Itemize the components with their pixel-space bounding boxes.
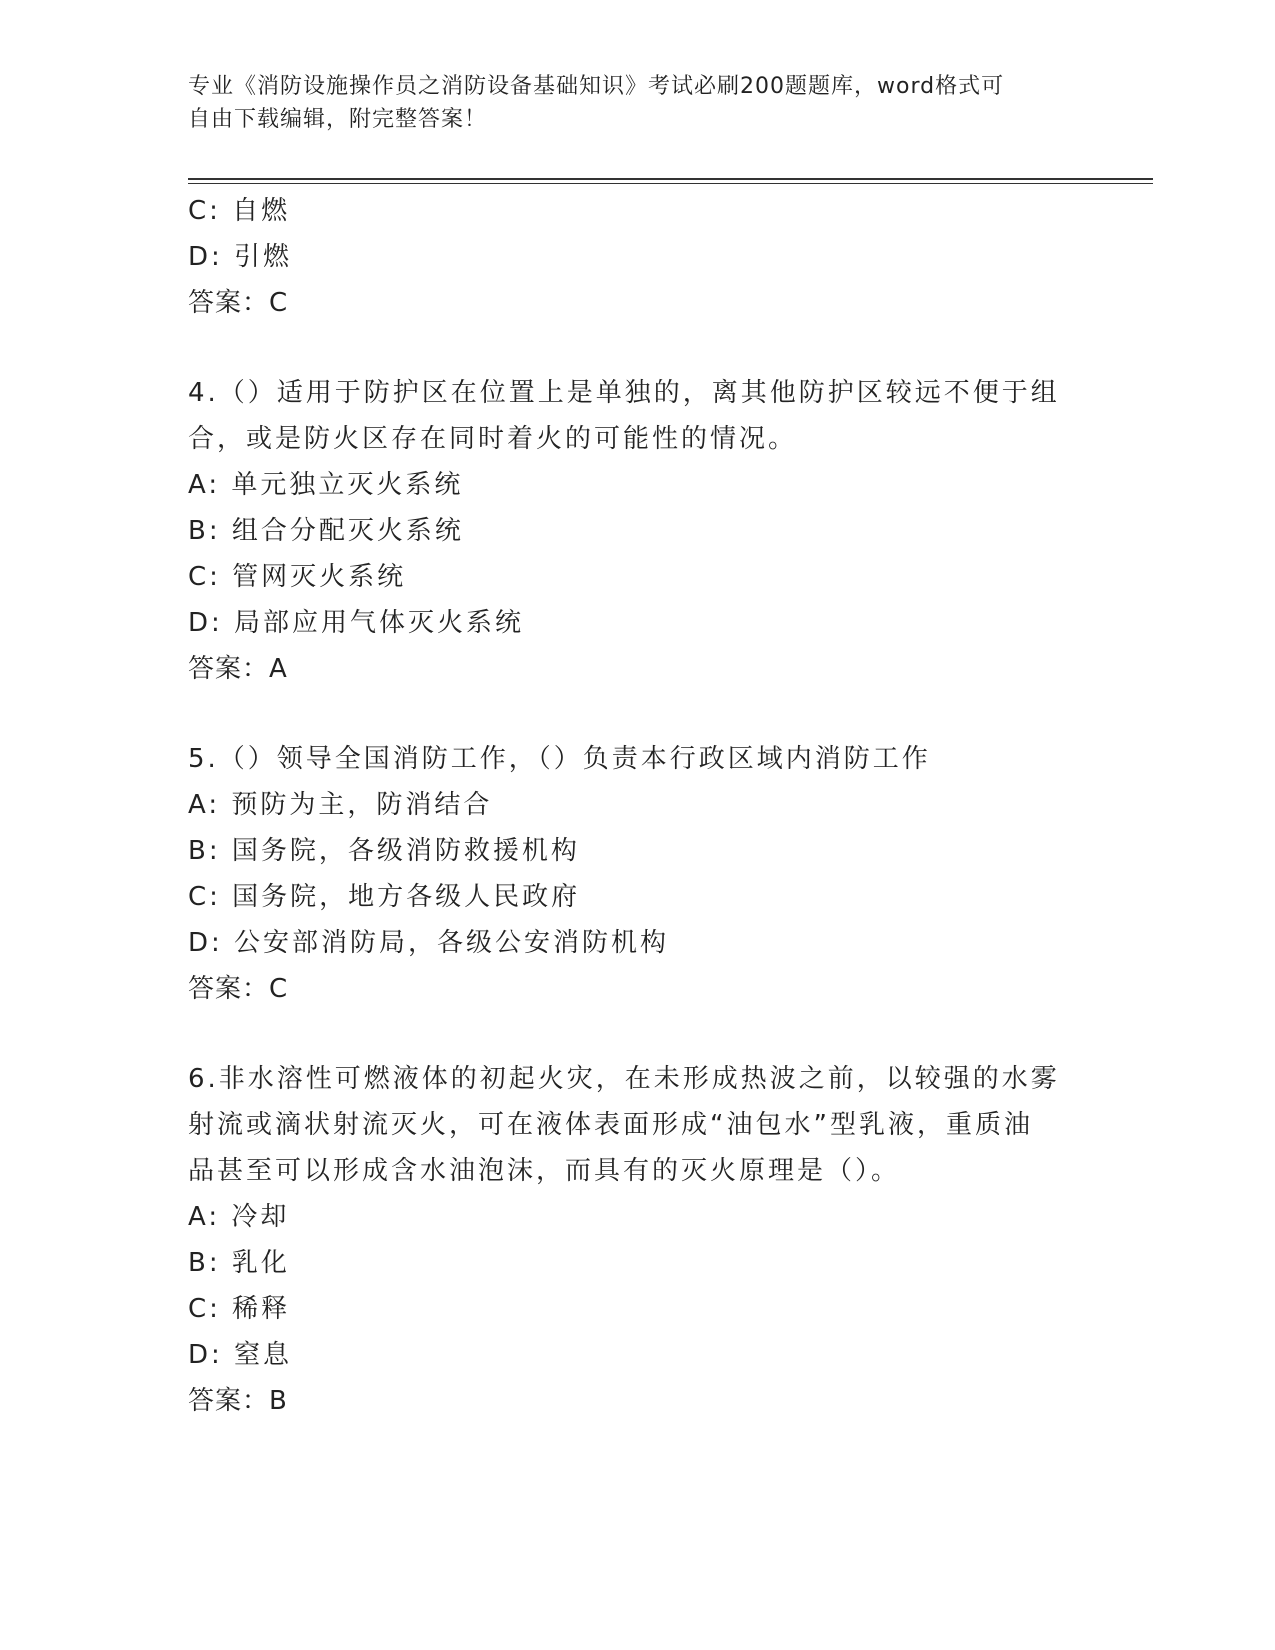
option-c: C: 管网灭火系统 [188, 562, 407, 592]
option-d: D: 引燃 [188, 242, 293, 272]
question-6 [188, 1056, 1088, 1424]
spacer [188, 326, 1088, 370]
option-c: C: 自燃 [188, 196, 291, 226]
option-a: A: 冷却 [188, 1202, 290, 1232]
question-stem: 品甚至可以形成含水油泡沫，而具有的灭火原理是（）。 [188, 1156, 901, 1186]
option-c: C: 稀释 [188, 1294, 291, 1324]
header-divider-thick [188, 178, 1153, 180]
spacer [188, 692, 1088, 736]
option-d: D: 公安部消防局，各级公安消防机构 [188, 928, 670, 958]
spacer [188, 1012, 1088, 1056]
question-stem: 4.（）适用于防护区在位置上是单独的，离其他防护区较远不便于组 [188, 378, 1060, 408]
option-b: B: 国务院，各级消防救援机构 [188, 836, 580, 866]
option-d: D: 局部应用气体灭火系统 [188, 608, 525, 638]
header-divider-thin [188, 183, 1153, 184]
option-b: B: 乳化 [188, 1248, 290, 1278]
option-b: B: 组合分配灭火系统 [188, 516, 464, 546]
option-a: A: 预防为主，防消结合 [188, 790, 493, 820]
question-list [188, 188, 1088, 1424]
header-line-1: 专业《消防设施操作员之消防设备基础知识》考试必刷200题题库，word格式可 [188, 74, 1005, 99]
question-3-tail [188, 188, 1088, 326]
question-stem: 6.非水溶性可燃液体的初起火灾，在未形成热波之前，以较强的水雾 [188, 1064, 1060, 1094]
question-4 [188, 370, 1088, 692]
answer-line: 答案：C [188, 974, 289, 1004]
answer-line: 答案：B [188, 1386, 288, 1416]
header-line-2: 自由下载编辑，附完整答案！ [188, 107, 488, 132]
question-5 [188, 736, 1088, 1012]
option-a: A: 单元独立灭火系统 [188, 470, 464, 500]
answer-line: 答案：C [188, 288, 289, 318]
option-d: D: 窒息 [188, 1340, 293, 1370]
answer-line: 答案：A [188, 654, 288, 684]
document-header [188, 70, 1088, 136]
option-c: C: 国务院，地方各级人民政府 [188, 882, 581, 912]
question-stem: 合，或是防火区存在同时着火的可能性的情况。 [188, 424, 798, 454]
question-stem: 5.（）领导全国消防工作，（）负责本行政区域内消防工作 [188, 744, 931, 774]
question-stem: 射流或滴状射流灭火，可在液体表面形成“油包水”型乳液，重质油 [188, 1110, 1033, 1140]
